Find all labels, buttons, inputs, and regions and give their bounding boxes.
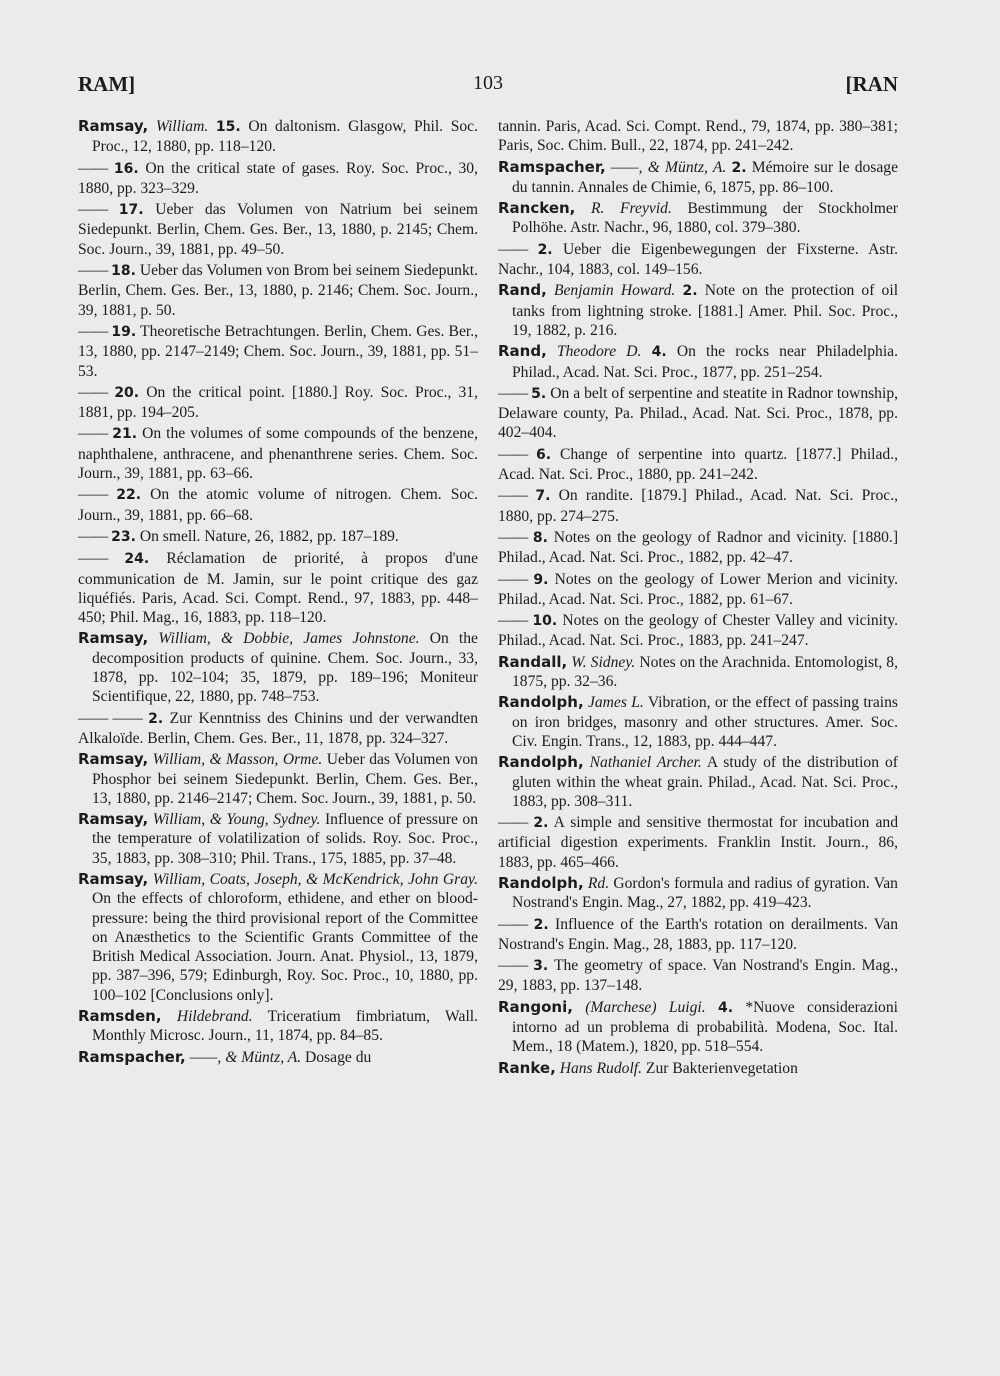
entry-text: On daltonism. Glasgow, Phil. Soc. Proc., 12, 1880, pp. 118–120. [92, 118, 478, 156]
ditto-dash: —— [78, 159, 108, 177]
author-given-name: William, [152, 870, 206, 888]
entry-text: On the critical point. [1880.] Roy. Soc. Proc., 31, 1881, pp. 194–205. [78, 383, 478, 422]
entry-number: 2. [537, 241, 553, 258]
author-given-name: William, [158, 630, 211, 648]
entry-number: 15. [215, 119, 241, 135]
author-surname: Rancken, [498, 199, 576, 218]
bibliography-subentry [78, 709, 478, 749]
bibliography-subentry [78, 424, 478, 483]
page-number: 103 [473, 72, 503, 94]
entry-number: 5. [531, 385, 547, 402]
author-surname: Randall, [498, 652, 568, 671]
entry-text: Dosage du [305, 1048, 372, 1066]
entry-text: Notes on the geology of Lower Merion and vicinity. Philad., Acad. Nat. Sci. Proc., 1882, pp. 61–67. [498, 570, 898, 608]
entry-text: The geometry of space. Van Nostrand's Engin. Mag., 29, 1883, pp. 137–148. [498, 957, 898, 995]
entry-text: On a belt of serpentine and steatite in Radnor township, Delaware county, Pa. Philad., Acad. Nat. Sci. Proc., 1878, pp. 402–404. [498, 384, 899, 442]
entry-text: Bestimmung der Stockholmer Polhöhe. Astr. Nachr., 96, 1880, col. 379–380. [512, 200, 898, 237]
ditto-dash: —— [78, 527, 108, 545]
bibliography-entry [498, 281, 898, 340]
bibliography-subentry [498, 915, 898, 955]
ditto-dash: —— [498, 384, 528, 402]
bibliography-entry [498, 998, 898, 1057]
author-given-name: William, [152, 751, 206, 769]
bibliography-subentry [498, 486, 898, 526]
bibliography-subentry [498, 240, 898, 280]
bibliography-entry [498, 199, 898, 238]
header-left-guide: RAM] [78, 72, 136, 96]
author-surname: Ramsay, [78, 629, 149, 648]
author-given-name: Hans Rudolf. [559, 1059, 643, 1077]
bibliography-entry [78, 1007, 478, 1046]
entry-number: 19. [111, 323, 137, 340]
bibliography-entry [78, 1048, 478, 1067]
ditto-dash: —— [78, 425, 108, 443]
author-surname: Ramsay, [78, 750, 149, 769]
author-surname: Randolph, [498, 693, 584, 712]
ditto-dash: —— [498, 528, 528, 546]
entry-number: 18. [111, 263, 136, 280]
bibliography-subentry [78, 261, 478, 320]
entry-number: 2. [731, 159, 747, 176]
ditto-dash: —— [498, 240, 528, 258]
bibliography-entry [498, 342, 898, 382]
entry-text: Ueber das Volumen von Phosphor bei seinem Siedepunkt. Berlin, Chem. Ges. Ber., 13, 1880, pp. 2146–2147; Chem. Soc. Journ., 39, 1881, p. 50. [92, 751, 478, 807]
bibliography-subentry [498, 611, 898, 651]
author-given-name: William, [152, 811, 206, 829]
author-surname: Ramspacher, [498, 157, 606, 176]
entry-text: Ueber das Volumen von Brom bei seinem Siedepunkt. Berlin, Chem. Ges. Ber., 13, 1880, p. 2146; Chem. Soc. Journ., 39, 1881, p. 50. [78, 262, 479, 319]
entry-number: 2. [148, 710, 164, 727]
entry-number: 9. [533, 571, 549, 588]
author-surname: Randolph, [498, 873, 584, 892]
bibliography-entry [78, 870, 478, 1005]
ditto-dash: —— [498, 487, 528, 505]
bibliography-entry [498, 158, 898, 198]
bibliography-entry [498, 753, 898, 811]
author-surname: Rand, [498, 281, 547, 300]
entry-number: 3. [533, 958, 549, 975]
coauthor-names: & Young, Sydney. [209, 811, 321, 829]
entry-number: 16. [113, 160, 139, 177]
author-given-name: ——, [189, 1048, 222, 1066]
entry-text: Triceratium fimbriatum, Wall. Monthly Microsc. Journ., 11, 1874, pp. 84–85. [92, 1008, 479, 1045]
coauthor-names: Coats, Joseph, & McKendrick, John Gray. [209, 870, 478, 888]
bibliography-subentry [498, 813, 898, 872]
author-given-name: James L. [587, 694, 644, 712]
bibliography-subentry [78, 549, 478, 627]
entry-number: 8. [532, 529, 548, 546]
entry-number: 20. [114, 384, 140, 401]
entry-number: 7. [535, 488, 551, 505]
ditto-dash: —— [498, 814, 528, 832]
author-given-name: Rd. [587, 874, 610, 892]
coauthor-names: & Masson, Orme. [209, 751, 323, 769]
entry-text: Mémoire sur le dosage du tannin. Annales de Chimie, 6, 1875, pp. 86–100. [512, 158, 899, 196]
entry-number: 6. [536, 446, 552, 463]
bibliography-subentry [78, 200, 478, 259]
ditto-dash: —— [78, 486, 108, 504]
right-column [498, 117, 898, 1080]
author-surname: Rangoni, [498, 997, 573, 1016]
entry-text: Change of serpentine into quartz. [1877.] Philad., Acad. Nat. Sci. Proc., 1880, pp. 241–242. [498, 445, 898, 484]
bibliography-entry [78, 629, 478, 706]
entry-text: Influence of the Earth's rotation on derailments. Van Nostrand's Engin. Mag., 28, 1883, pp. 117–120. [498, 915, 898, 953]
entry-text: A study of the distribution of gluten within the wheat grain. Philad., Acad. Nat. Sci. Proc., 1883, pp. 308–311. [512, 754, 898, 810]
author-surname: Ramspacher, [78, 1047, 186, 1066]
bibliography-entry [498, 653, 898, 692]
bibliography-subentry [498, 384, 898, 443]
ditto-dash: —— [498, 957, 528, 975]
entry-number: 23. [111, 528, 136, 545]
ditto-dash: —— [498, 570, 528, 588]
entry-text: On the atomic volume of nitrogen. Chem. Soc. Journ., 39, 1881, pp. 66–68. [78, 486, 478, 524]
author-given-name: W. Sidney. [571, 653, 636, 671]
entry-number: 24. [124, 551, 150, 568]
entry-number: 2. [682, 283, 698, 300]
entry-text: Zur Bakterienvegetation [645, 1059, 798, 1077]
entry-text: Influence of pressure on the temperature of volatilization of solids. Roy. Soc. Proc., 35, 1883, pp. 308–310; Phil. Trans., 175, 1885, pp. 37–48. [92, 811, 478, 867]
author-given-name: ——, [610, 158, 643, 176]
bibliography-subentry [78, 322, 478, 381]
bibliography-subentry [78, 527, 478, 547]
bibliography-subentry [498, 956, 898, 996]
author-surname: Rand, [498, 342, 547, 361]
entry-text: A simple and sensitive thermostat for incubation and artificial digestion experiments. Franklin Instit. Journ., 86, 1883, pp. 465–466. [498, 814, 899, 871]
bibliography-entry [78, 810, 478, 868]
entry-number: 2. [533, 815, 549, 832]
author-surname: Ranke, [498, 1058, 556, 1077]
bibliography-entry [498, 693, 898, 751]
entry-text: On the critical state of gases. Roy. Soc. Proc., 30, 1880, pp. 323–329. [78, 159, 478, 197]
author-given-name: William. [155, 118, 209, 135]
author-surname: Randolph, [498, 753, 584, 772]
entry-number: 22. [116, 487, 142, 504]
entry-number: 21. [112, 426, 138, 443]
entry-text: *Nuove considerazioni intorno ad un problema di probabilità. Modena, Soc. Ital. Mem., 18 (Matem.), 1820, pp. 518–554. [512, 998, 898, 1056]
ditto-dash: —— [498, 612, 528, 630]
entry-text: Notes on the geology of Chester Valley and vicinity. Philad., Acad. Nat. Sci. Proc., 1883, pp. 241–247. [498, 612, 898, 650]
entry-text: Ueber die Eigenbewegungen der Fixsterne. Astr. Nachr., 104, 1883, col. 149–156. [498, 240, 899, 279]
entry-text: Vibration, or the effect of passing trains on iron bridges, masonry and other structures. Amer. Soc. Civ. Engin. Trans., 12, 1883, pp. 444–447. [512, 694, 898, 750]
author-surname: Ramsden, [78, 1007, 162, 1026]
author-given-name: Benjamin Howard. [553, 282, 676, 300]
entry-text: Notes on the geology of Radnor and vicinity. [1880.] Philad., Acad. Nat. Sci. Proc., 1882, pp. 42–47. [498, 528, 899, 567]
entry-text: Réclamation de priorité, à propos d'une communication de M. Jamin, sur le point critique des gaz liquéfiés. Paris, Acad. Sci. Compt. Rend., 97, 1883, pp. 448–450; Phil. Mag., 16, 1883, pp. 118–120. [78, 550, 478, 627]
ditto-dash: —— [498, 915, 528, 933]
bibliography-subentry [498, 117, 898, 156]
entry-text: On the rocks near Philadelphia. Philad., Acad. Nat. Sci. Proc., 1877, pp. 251–254. [512, 343, 898, 381]
bibliography-subentry [78, 485, 478, 525]
ditto-dash: —— [498, 445, 528, 463]
entry-text: Gordon's formula and radius of gyration. Van Nostrand's Engin. Mag., 27, 1882, pp. 419–423. [512, 874, 898, 912]
bibliography-subentry [498, 570, 898, 610]
entry-text: On the effects of chloroform, ethidene, and ether on blood-pressure: being the third provisional report of the Committee on Anæsthetics to the Scientific Grants Committee of the British Medical Association. Journ. Anat. Physiol., 13, 1879, pp. 387–396, 579; Edinburgh, Roy. Soc. Proc., 10, 1880, pp. 100–102 [Conclusions only]. [92, 890, 478, 1004]
bibliography-subentry [78, 383, 478, 423]
bibliography-subentry [78, 159, 478, 199]
bibliography-subentry [498, 445, 898, 485]
entry-text: Ueber das Volumen von Natrium bei seinem Siedepunkt. Berlin, Chem. Ges. Ber., 13, 1880, p. 2145; Chem. Soc. Journ., 39, 1881, pp. 49–50. [78, 201, 479, 258]
bibliography-entry [498, 874, 898, 913]
ditto-dash: —— [78, 550, 108, 568]
coauthor-names: & Müntz, A. [225, 1048, 302, 1066]
author-given-name: (Marchese) Luigi. [585, 998, 706, 1016]
bibliography-entry [498, 1059, 898, 1078]
entry-number: 17. [118, 202, 144, 219]
author-given-name: Theodore D. [556, 343, 642, 361]
entry-text: On randite. [1879.] Philad., Acad. Nat. Sci. Proc., 1880, pp. 274–275. [498, 487, 898, 525]
entry-text: Theoretische Betrachtungen. Berlin, Chem. Ges. Ber., 13, 1880, pp. 2147–2149; Chem. Soc. Journ., 39, 1881, pp. 51–53. [78, 322, 478, 380]
bibliography-subentry [498, 528, 898, 568]
entry-text: On the decomposition products of quinine. Chem. Soc. Journ., 33, 1878, pp. 102–104; 35, 1879, pp. 189–196; Moniteur Scientifique, 22, 1880, pp. 748–753. [92, 630, 478, 706]
author-given-name: Hildebrand. [176, 1008, 253, 1026]
ditto-dash: —— [78, 262, 108, 280]
entry-number: 4. [651, 344, 667, 361]
author-given-name: Nathaniel Archer. [589, 754, 702, 772]
coauthor-names: & Müntz, A. [647, 158, 727, 176]
left-column [78, 117, 478, 1069]
coauthor-names: & Dobbie, James Johnstone. [220, 630, 420, 648]
entry-text: On the volumes of some compounds of the benzene, naphthalene, anthracene, and phenanthrene series. Chem. Soc. Journ., 39, 1881, pp. 63–66. [78, 425, 478, 483]
author-surname: Ramsay, [78, 810, 149, 829]
entry-text: Note on the protection of oil tanks from lightning stroke. [1881.] Amer. Phil. Soc. Proc., 19, 1882, p. 216. [512, 282, 899, 339]
author-surname: Ramsay, [78, 117, 149, 135]
header-right-guide: [RAN [845, 72, 898, 96]
bibliography-entry [78, 117, 478, 157]
entry-text: On smell. Nature, 26, 1882, pp. 187–189. [139, 527, 399, 545]
entry-number: 4. [717, 999, 734, 1016]
bibliography-entry [78, 750, 478, 808]
ditto-dash: —— [78, 322, 108, 340]
entry-number: 10. [532, 613, 558, 630]
page-header [78, 72, 898, 106]
author-surname: Ramsay, [78, 869, 149, 888]
ditto-dash: —— [78, 201, 108, 219]
entry-number: 2. [533, 916, 549, 933]
entry-text: tannin. Paris, Acad. Sci. Compt. Rend., 79, 1874, pp. 380–381; Paris, Soc. Chim. Bull., 22, 1874, pp. 241–242. [498, 118, 898, 155]
entry-text: Zur Kenntniss des Chinins und der verwandten Alkaloïde. Berlin, Chem. Ges. Ber., 11, 1878, pp. 324–327. [78, 709, 478, 747]
ditto-dash: —— [78, 383, 108, 401]
author-given-name: R. Freyvid. [591, 200, 672, 218]
entry-text: Notes on the Arachnida. Entomologist, 8, 1875, pp. 32–36. [512, 653, 898, 691]
ditto-dash: —— —— [78, 709, 142, 727]
